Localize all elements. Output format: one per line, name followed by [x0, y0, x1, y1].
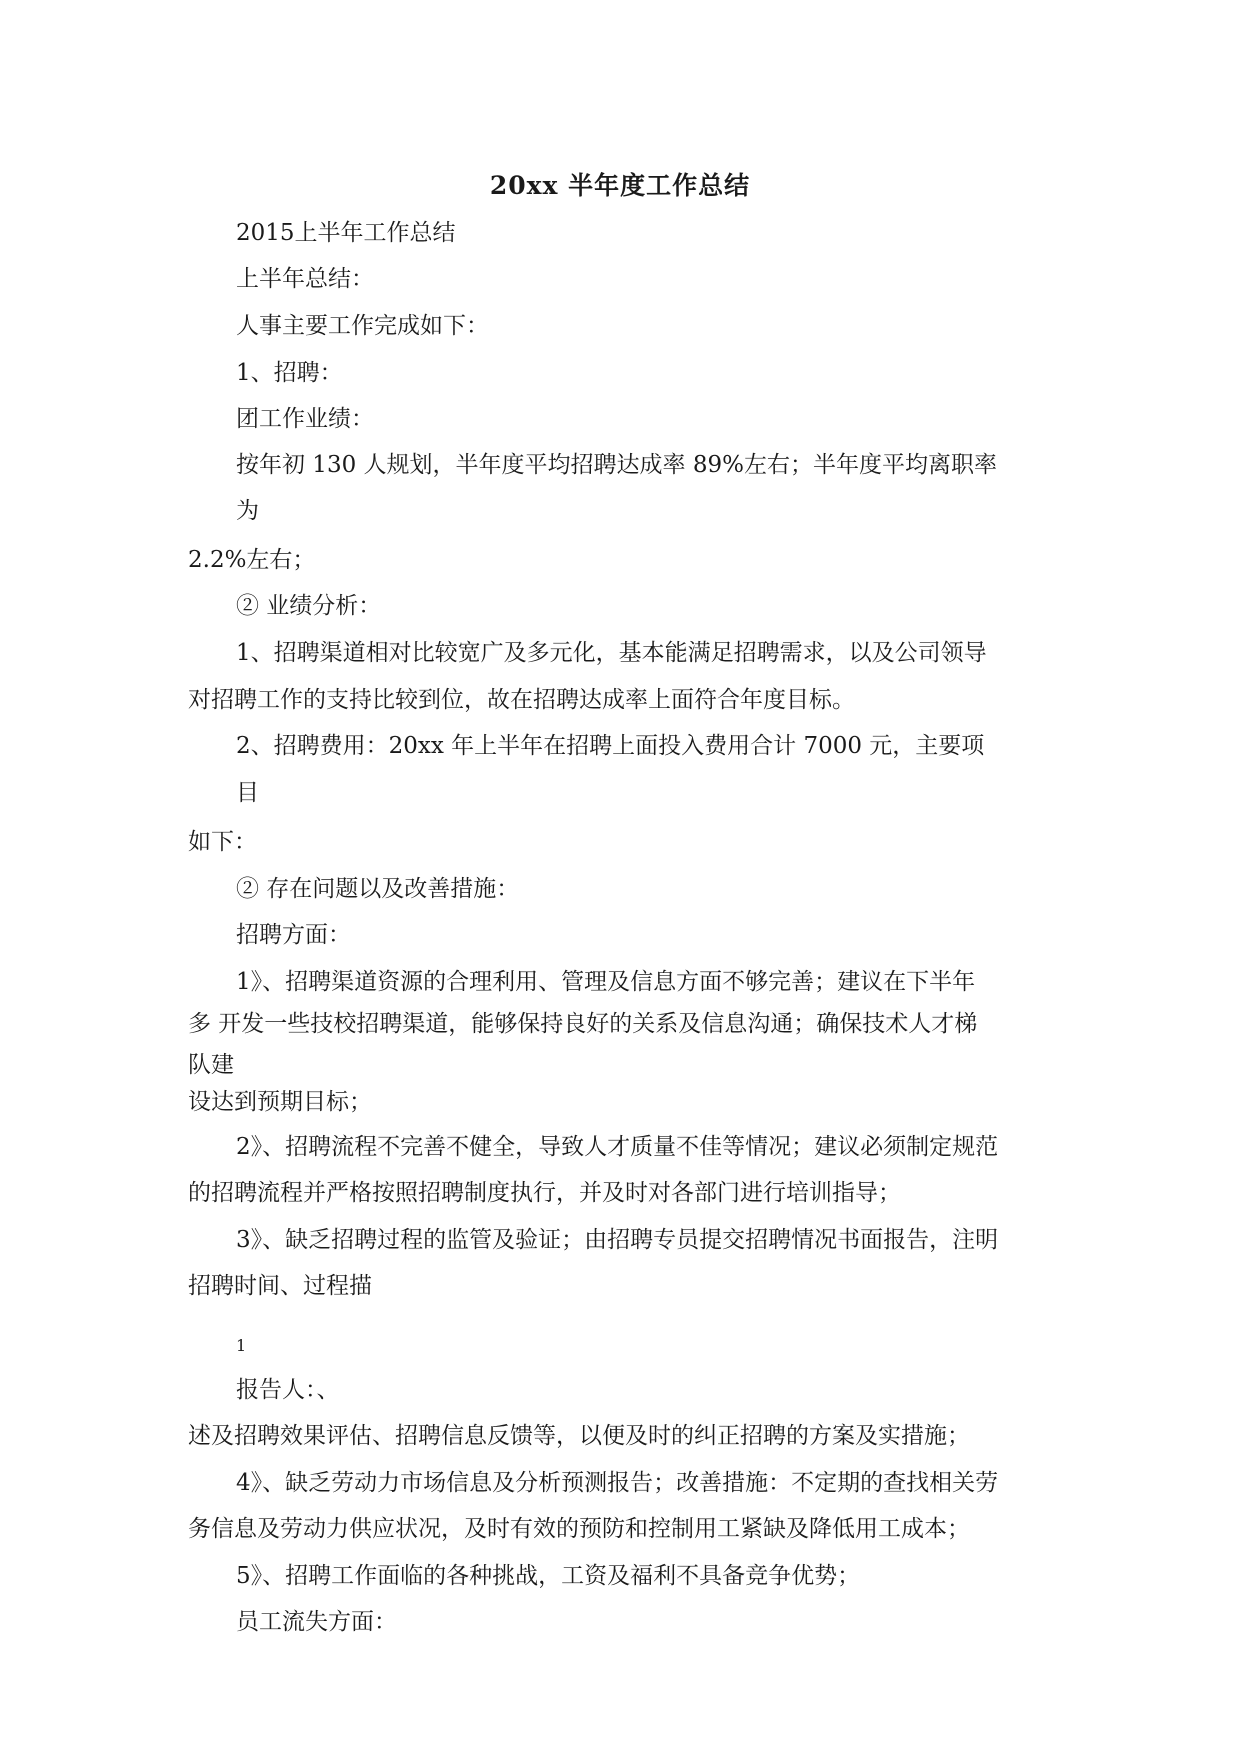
text-line: 对招聘工作的支持比较到位，故在招聘达成率上面符合年度目标。 [188, 687, 855, 713]
text-line: 多 开发一些技校招聘渠道，能够保持良好的关系及信息沟通；确保技术人才梯 [188, 1011, 978, 1037]
text-line: 务信息及劳动力供应状况，及时有效的预防和控制用工紧缺及降低用工成本； [188, 1516, 970, 1542]
text-line: 1、招聘渠道相对比较宽广及多元化，基本能满足招聘需求，以及公司领导 [236, 640, 987, 666]
text-line: 4》、缺乏劳动力市场信息及分析预测报告；改善措施：不定期的查找相关劳 [236, 1470, 999, 1496]
text-line: 的招聘流程并严格按照招聘制度执行，并及时对各部门进行培训指导； [188, 1180, 901, 1206]
text-line: 按年初 130 人规划，半年度平均招聘达成率 89%左右；半年度平均离职率 [236, 452, 997, 478]
text-line: 团工作业绩： [236, 406, 374, 432]
text-line: 报告人：、 [236, 1377, 340, 1403]
text-line: 1》、招聘渠道资源的合理利用、管理及信息方面不够完善；建议在下半年 [236, 969, 976, 995]
text-line: 如下： [188, 829, 257, 855]
text-line: 员工流失方面： [236, 1609, 397, 1635]
page-number: 1 [236, 1336, 247, 1355]
text-line: 2》、招聘流程不完善不健全，导致人才质量不佳等情况；建议必须制定规范 [236, 1134, 999, 1160]
text-line: 上半年总结： [236, 266, 374, 292]
text-line: 1、招聘： [236, 360, 343, 386]
text-line: 设达到预期目标； [188, 1089, 372, 1115]
text-line: ② 业绩分析： [236, 593, 382, 619]
text-line: 人事主要工作完成如下： [236, 313, 489, 339]
text-line: 2.2%左右； [188, 547, 316, 573]
text-line: 述及招聘效果评估、招聘信息反馈等，以便及时的纠正招聘的方案及实措施； [188, 1423, 970, 1449]
text-line: 队建 [188, 1052, 234, 1078]
text-line: 目 [236, 780, 259, 806]
text-line: 招聘方面： [236, 922, 351, 948]
text-line: 5》、招聘工作面临的各种挑战，工资及福利不具备竞争优势； [236, 1563, 861, 1589]
text-line: 招聘时间、过程描 [188, 1273, 372, 1299]
text-line: 2、招聘费用：20xx 年上半年在招聘上面投入费用合计 7000 元，主要项 [236, 733, 985, 759]
text-line: 为 [236, 498, 259, 524]
document-title: 20xx 半年度工作总结 [489, 171, 751, 200]
text-line: ② 存在问题以及改善措施： [236, 876, 520, 902]
text-line: 3》、缺乏招聘过程的监管及验证；由招聘专员提交招聘情况书面报告，注明 [236, 1227, 999, 1253]
text-line: 2015上半年工作总结 [236, 220, 456, 246]
